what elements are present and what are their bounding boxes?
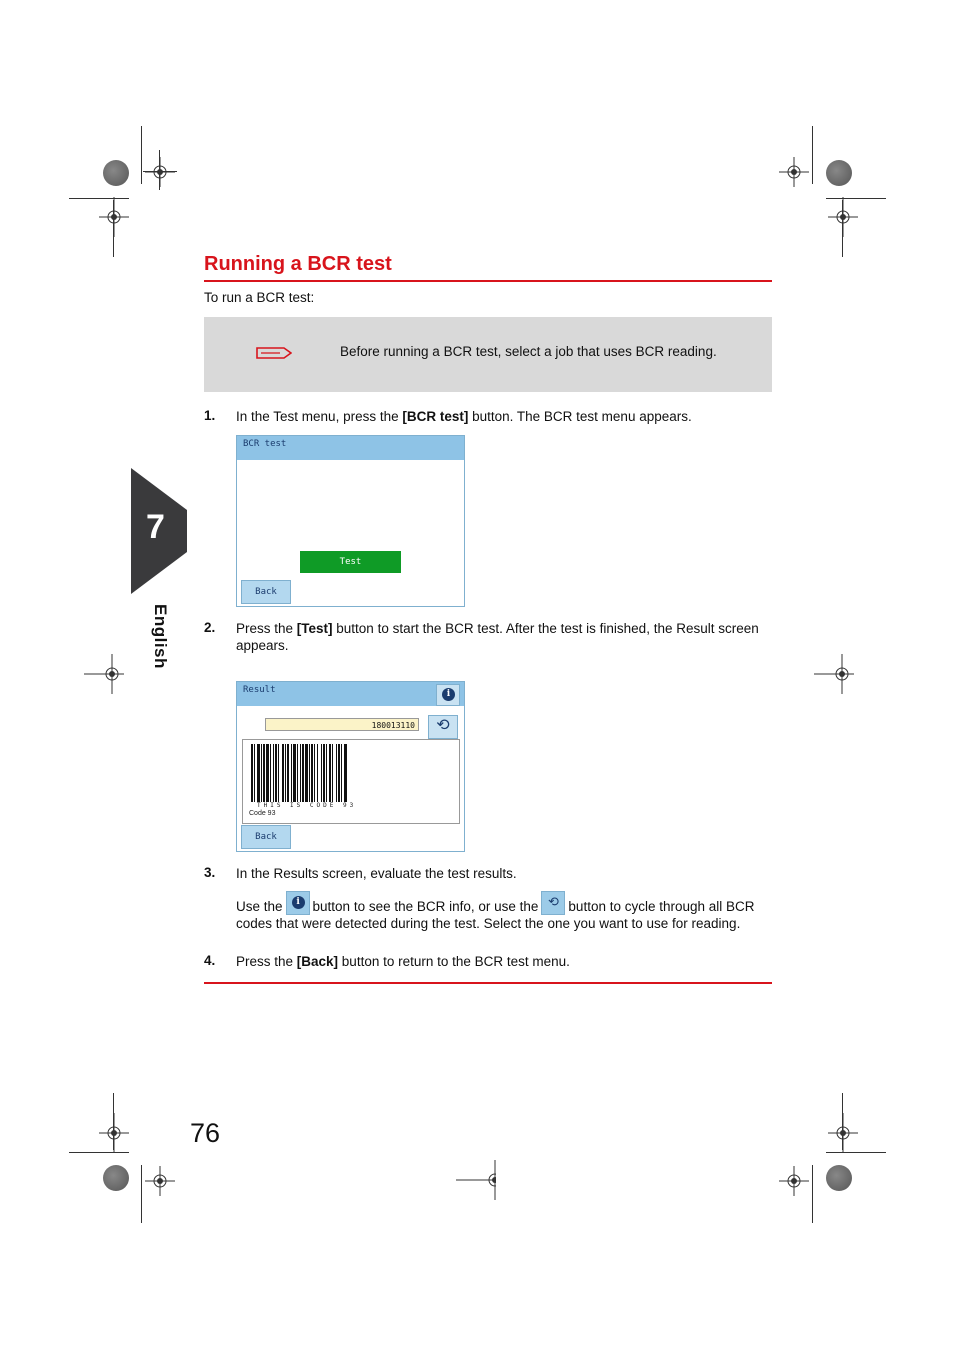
cycle-button bbox=[541, 891, 565, 915]
chapter-number: 7 bbox=[146, 508, 165, 546]
crop-line bbox=[113, 1093, 114, 1150]
crop-line bbox=[141, 126, 142, 184]
crosshair-icon bbox=[779, 157, 819, 197]
crop-line bbox=[842, 200, 843, 257]
info-icon: i bbox=[442, 688, 455, 701]
crosshair-icon bbox=[779, 1166, 819, 1206]
crosshair-icon bbox=[814, 654, 854, 694]
step-text: Use the i button to see the BCR info, or use the ⟲ button to cycle through all BCR codes that were detected during the test. Select the one you want to use for reading. bbox=[236, 891, 766, 932]
step-text: Press the [Test] button to start the BCR test. After the test is finished, the Result screen appears. bbox=[236, 621, 759, 653]
note-box bbox=[204, 317, 772, 392]
note-text: Before running a BCR test, select a job that uses BCR reading. bbox=[340, 344, 717, 359]
crosshair-icon bbox=[145, 1166, 185, 1206]
pencil-note-icon bbox=[256, 346, 292, 360]
crop-line bbox=[69, 1152, 129, 1153]
crosshair-icon bbox=[145, 157, 185, 197]
barcode-image bbox=[242, 739, 460, 824]
screen-title: Result bbox=[243, 685, 276, 695]
barcode-type: Code 93 bbox=[249, 810, 276, 817]
chapter-language: English bbox=[151, 604, 170, 669]
registration-dot bbox=[826, 160, 852, 186]
screen-title: BCR test bbox=[243, 439, 287, 449]
crosshair-icon bbox=[99, 197, 139, 237]
section-title: Running a BCR test bbox=[204, 253, 392, 275]
step-number: 2. bbox=[204, 620, 216, 635]
crop-line bbox=[69, 198, 129, 199]
bcr-test-screen bbox=[236, 435, 465, 607]
step-number: 3. bbox=[204, 865, 216, 880]
intro-text: To run a BCR test: bbox=[204, 290, 315, 305]
cycle-icon: ⟲ bbox=[547, 894, 559, 909]
info-icon: i bbox=[292, 896, 305, 909]
barcode-text: THIS IS CODE 93 bbox=[257, 802, 357, 809]
registration-dot bbox=[103, 1165, 129, 1191]
screen-header bbox=[237, 436, 464, 460]
crop-line bbox=[826, 198, 886, 199]
crosshair-icon bbox=[99, 1113, 139, 1153]
step-number: 4. bbox=[204, 953, 216, 968]
crop-line bbox=[826, 1152, 886, 1153]
crosshair-icon bbox=[828, 197, 868, 237]
step-text: In the Results screen, evaluate the test results. bbox=[236, 866, 517, 881]
crosshair-icon bbox=[828, 1113, 868, 1153]
step-text: In the Test menu, press the [BCR test] button. The BCR test menu appears. bbox=[236, 409, 692, 424]
cycle-button[interactable] bbox=[428, 715, 458, 739]
test-button[interactable]: Test bbox=[300, 551, 401, 573]
result-screen bbox=[236, 681, 465, 852]
step-text: Press the [Back] button to return to the BCR test menu. bbox=[236, 954, 570, 969]
cycle-icon: ⟲ bbox=[436, 717, 450, 734]
back-button[interactable]: Back bbox=[241, 825, 291, 849]
back-button[interactable]: Back bbox=[241, 580, 291, 604]
screen-header bbox=[237, 682, 464, 706]
crop-line bbox=[141, 1165, 142, 1223]
page-number: 76 bbox=[190, 1118, 221, 1148]
info-button bbox=[286, 891, 310, 915]
title-rule bbox=[204, 280, 772, 282]
crosshair-icon bbox=[84, 654, 124, 694]
registration-dot bbox=[826, 1165, 852, 1191]
step-number: 1. bbox=[204, 408, 216, 423]
code-value-field: 180013110 bbox=[265, 718, 419, 731]
barcode-bars bbox=[249, 742, 399, 804]
crop-line bbox=[113, 200, 114, 257]
crosshair-icon bbox=[456, 1160, 496, 1200]
crop-line bbox=[842, 1093, 843, 1150]
registration-dot bbox=[103, 160, 129, 186]
section-end-rule bbox=[204, 982, 772, 984]
info-button[interactable] bbox=[436, 684, 460, 706]
